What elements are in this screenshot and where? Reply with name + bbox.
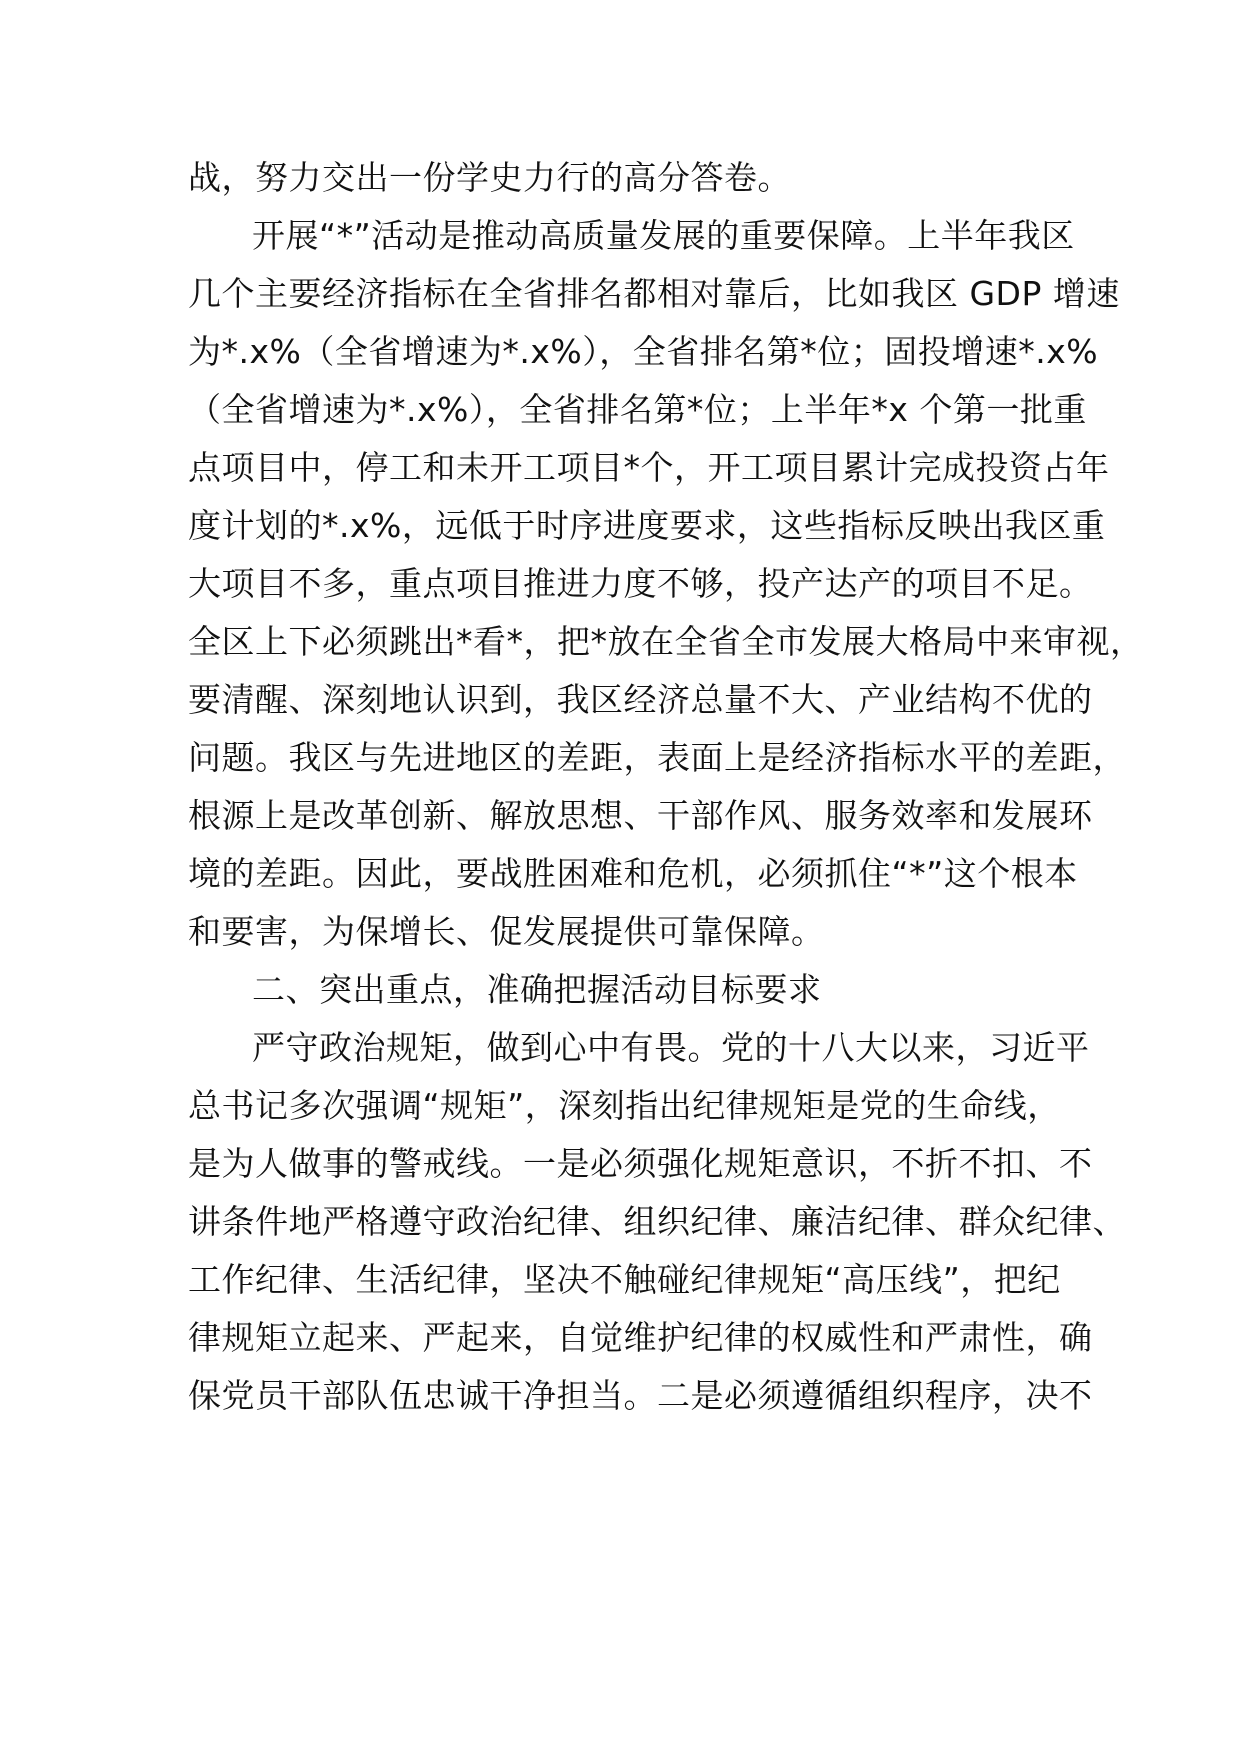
text-line: 是为人做事的警戒线。一是必须强化规矩意识，不折不扣、不 xyxy=(188,1144,1093,1183)
text-line: 点项目中，停工和未开工项目*个，开工项目累计完成投资占年 xyxy=(188,448,1110,487)
text-line: 境的差距。因此，要战胜困难和危机，必须抓住“*”这个根本 xyxy=(188,854,1078,893)
text-line: 度计划的*.x%，远低于时序进度要求，这些指标反映出我区重 xyxy=(188,506,1106,545)
text-line: 和要害，为保增长、促发展提供可靠保障。 xyxy=(188,912,825,951)
text-line: 大项目不多，重点项目推进力度不够，投产达产的项目不足。 xyxy=(188,564,1093,603)
text-line: 要清醒、深刻地认识到，我区经济总量不大、产业结构不优的 xyxy=(188,680,1093,719)
text-line: 讲条件地严格遵守政治纪律、组织纪律、廉洁纪律、群众纪律、 xyxy=(188,1202,1126,1241)
text-line: 战，努力交出一份学史力行的高分答卷。 xyxy=(188,158,791,197)
text-line: 全区上下必须跳出*看*，把*放在全省全市发展大格局中来审视， xyxy=(188,622,1144,661)
text-line: 律规矩立起来、严起来，自觉维护纪律的权威性和严肃性，确 xyxy=(188,1318,1093,1357)
text-line: （全省增速为*.x%），全省排名第*位；上半年*x 个第一批重 xyxy=(188,390,1087,429)
paragraph-start-line: 开展“*”活动是推动高质量发展的重要保障。上半年我区 xyxy=(252,216,1075,255)
text-line: 总书记多次强调“规矩”，深刻指出纪律规矩是党的生命线， xyxy=(188,1086,1061,1125)
text-line: 根源上是改革创新、解放思想、干部作风、服务效率和发展环 xyxy=(188,796,1093,835)
text-line: 工作纪律、生活纪律，坚决不触碰纪律规矩“高压线”，把纪 xyxy=(188,1260,1061,1299)
paragraph-start-line: 严守政治规矩，做到心中有畏。党的十八大以来，习近平 xyxy=(252,1028,1090,1067)
text-line: 为*.x%（全省增速为*.x%），全省排名第*位；固投增速*.x% xyxy=(188,332,1099,371)
text-line: 问题。我区与先进地区的差距，表面上是经济指标水平的差距， xyxy=(188,738,1126,777)
text-line: 几个主要经济指标在全省排名都相对靠后，比如我区 GDP 增速 xyxy=(188,274,1120,313)
text-line: 保党员干部队伍忠诚干净担当。二是必须遵循组织程序，决不 xyxy=(188,1376,1093,1415)
section-heading: 二、突出重点，准确把握活动目标要求 xyxy=(252,970,822,1009)
